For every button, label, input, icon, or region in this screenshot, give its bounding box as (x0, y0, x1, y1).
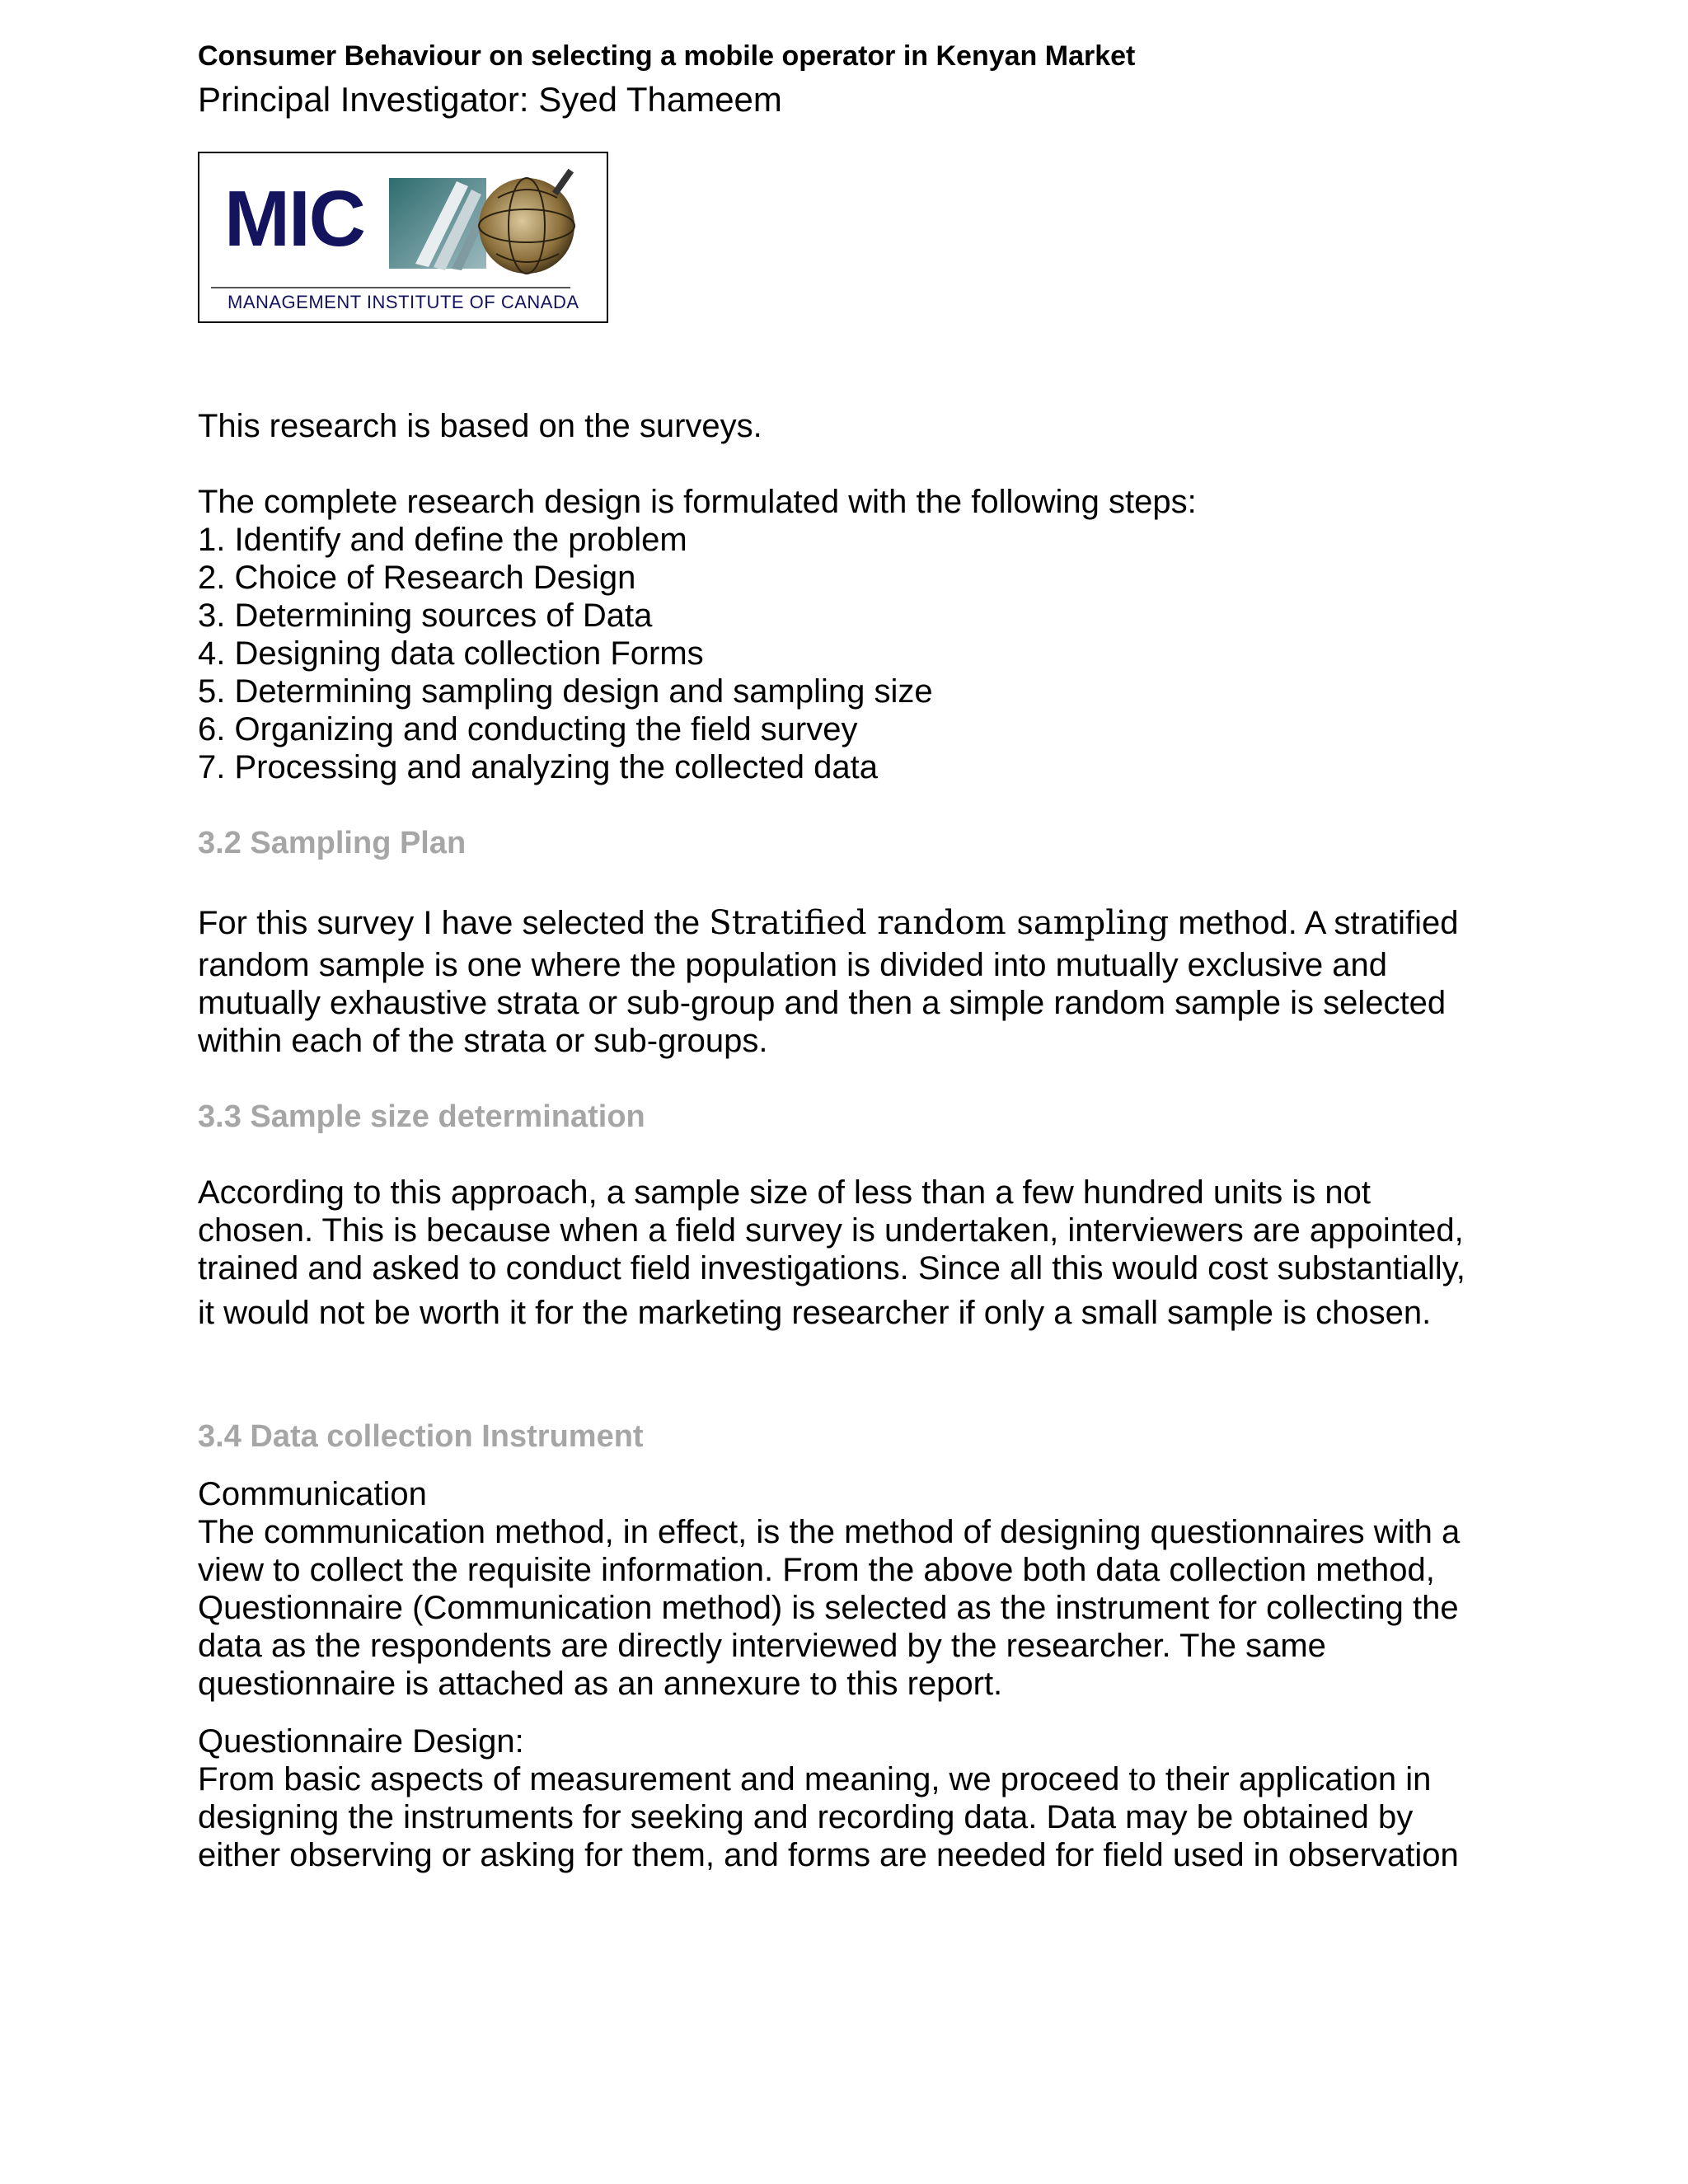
sampling-lead: For this survey I have selected the (198, 905, 710, 941)
sample-size-paragraph: According to this approach, a sample size of less than a few hundred units is not chosen. This is because when a field survey is undertaken, interviewers are appointed, trained and asked to conduct field investigations. Since all this would cost substantially, (198, 1174, 1465, 1286)
communication-paragraph: The communication method, in effect, is the method of designing questionnaires with a view to collect the requisite information. From the above both data collection method, Questionnaire (Communication method) is selected as the instrument for collecting the data as the respondents are directly interviewed by the researcher. The same questionnaire is attached as an annexure to this report. (198, 1514, 1461, 1702)
sampling-plan-paragraph (198, 900, 1484, 1060)
list-item: 4. Designing data collection Forms (198, 635, 704, 672)
list-item: 6. Organizing and conducting the field survey (198, 711, 858, 748)
logo-divider (211, 287, 570, 288)
section-heading-sampling-plan: 3.2 Sampling Plan (198, 826, 467, 860)
section-heading-data-collection: 3.4 Data collection Instrument (198, 1419, 644, 1454)
sample-size-paragraph-end: it would not be worth it for the marketing researcher if only a small sample is chosen. (198, 1295, 1432, 1331)
list-item: 3. Determining sources of Data (198, 598, 653, 634)
research-basis: This research is based on the surveys. (198, 408, 762, 444)
list-item: 1. Identify and define the problem (198, 522, 687, 558)
sampling-rest: stratified random sample is one where the population is divided into mutually exclusive and mutually exhaustive strata or sub-group and then a simple random sample is selected within each of the strata or sub-groups. (198, 905, 1459, 1059)
logo-mark-text: MIC (224, 175, 364, 263)
globe-emblem-icon (382, 165, 588, 280)
research-steps-list (198, 521, 1484, 786)
sampling-method: Stratified random sampling (709, 904, 1170, 942)
steps-intro: The complete research design is formulated with the following steps: (198, 484, 1197, 520)
mic-logo (198, 152, 608, 323)
principal-investigator: Principal Investigator: Syed Thameem (198, 80, 782, 119)
questionnaire-design-label: Questionnaire Design: (198, 1723, 524, 1760)
list-item: 2. Choice of Research Design (198, 560, 636, 596)
communication-label: Communication (198, 1476, 427, 1512)
logo-institute-name: MANAGEMENT INSTITUTE OF CANADA (227, 292, 579, 312)
sampling-rest-first: method. A (1169, 905, 1325, 941)
document-page (198, 33, 1484, 1874)
document-title: Consumer Behaviour on selecting a mobile operator in Kenyan Market (198, 40, 1136, 72)
section-heading-sample-size: 3.3 Sample size determination (198, 1099, 645, 1134)
questionnaire-design-paragraph: From basic aspects of measurement and meaning, we proceed to their application in designing the instruments for seeking and recording data. Data may be obtained by either observing or asking for them, and forms are needed for field used in observation (198, 1761, 1459, 1873)
list-item: 5. Determining sampling design and sampling size (198, 673, 933, 710)
list-item: 7. Processing and analyzing the collected data (198, 749, 878, 785)
